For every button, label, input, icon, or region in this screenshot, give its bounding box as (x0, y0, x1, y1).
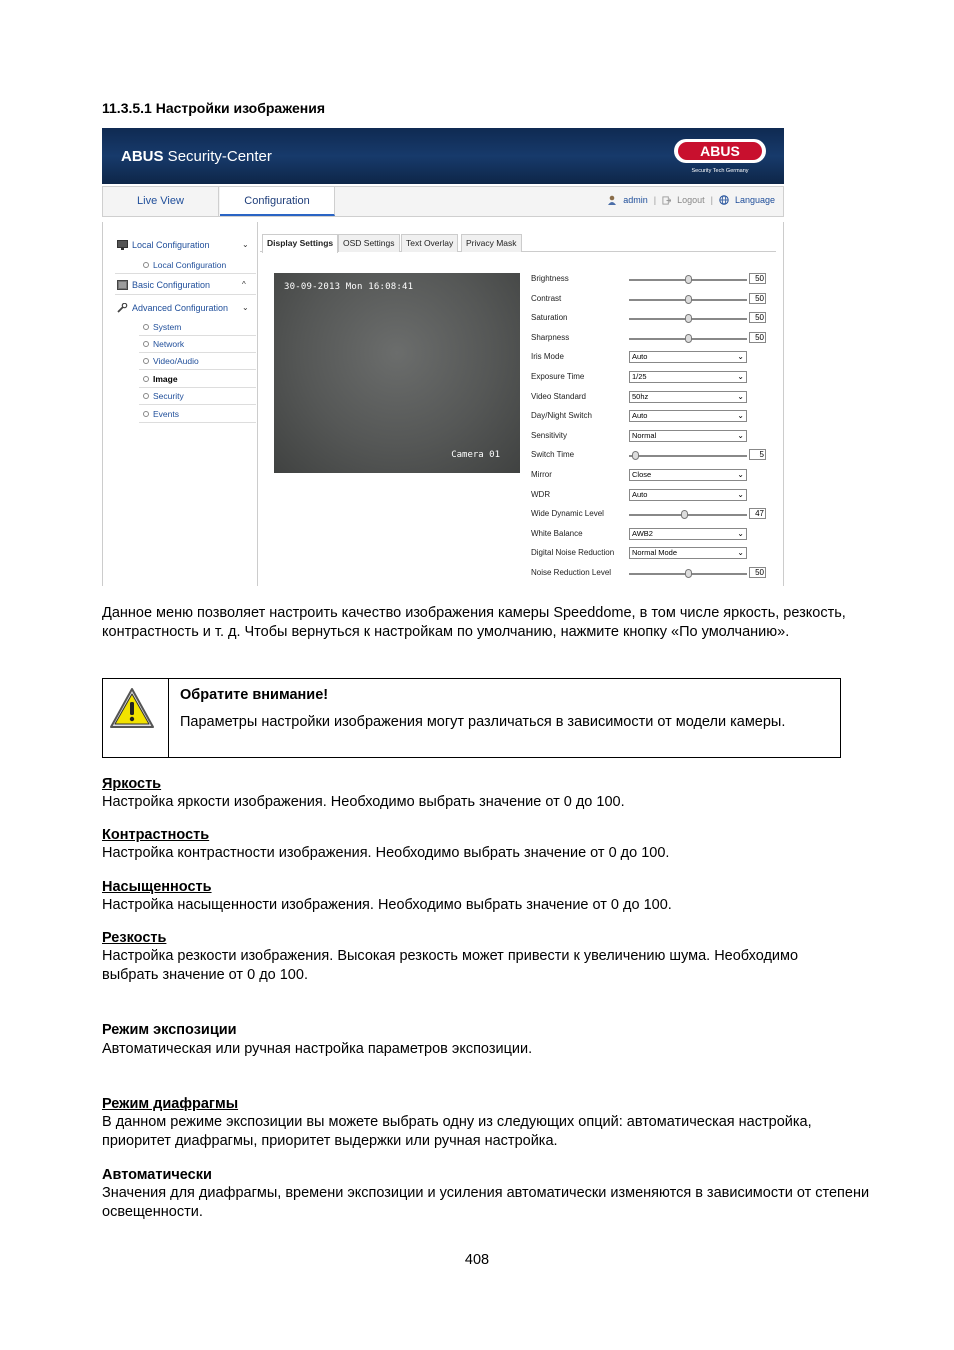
wrench-icon (117, 303, 128, 313)
separator: | (710, 195, 713, 205)
param-label: Exposure Time (531, 372, 585, 381)
param-row (531, 273, 771, 287)
app-title-rest: Security-Center (163, 148, 272, 165)
video-camera-label: Camera 01 (451, 450, 500, 460)
sidebar-group-label: Basic Configuration (132, 280, 211, 290)
slider-value-input[interactable]: 50 (749, 332, 766, 343)
param-label: Day/Night Switch (531, 411, 592, 421)
monitor-icon (117, 240, 128, 250)
dropdown-value: Close (632, 470, 652, 479)
divider (139, 369, 256, 370)
chevron-down-icon: ⌄ (737, 352, 744, 362)
sidebar-item-label: Image (153, 374, 178, 384)
config-content (260, 222, 784, 586)
sidebar-item-network[interactable] (143, 339, 184, 349)
param-row (531, 293, 771, 307)
param-row (531, 508, 771, 522)
slider-value-input[interactable]: 50 (749, 312, 766, 323)
param-label: Video Standard (531, 391, 587, 401)
saturation-heading: Насыщенность (102, 879, 212, 895)
saturation-text: Настройка насыщенности изображения. Необходимо выбрать значение от 0 до 100. (102, 897, 672, 913)
chevron-down-icon: ⌄ (737, 470, 744, 479)
auto-heading: Автоматически (102, 1167, 212, 1183)
param-row (531, 371, 771, 385)
contrast-heading: Контрастность (102, 827, 210, 843)
chevron-down-icon: ⌄ (737, 548, 744, 558)
param-label: White Balance (531, 528, 583, 538)
dropdown-select[interactable] (629, 371, 747, 383)
logout-icon (662, 196, 671, 205)
divider (139, 352, 256, 353)
live-video-preview (274, 273, 520, 473)
param-row (531, 332, 771, 346)
note-title: Обратите внимание! (180, 687, 329, 703)
chevron-down-icon: ⌄ (737, 372, 744, 381)
param-label: Iris Mode (531, 352, 564, 362)
abus-logo (670, 136, 770, 176)
chevron-up-icon: ^ (242, 280, 246, 289)
sidebar-item-image[interactable] (143, 374, 178, 384)
sidebar-item-security[interactable] (143, 391, 184, 401)
chevron-down-icon: ⌄ (242, 240, 249, 249)
bullet-icon (143, 262, 149, 268)
iris-heading: Режим диафрагмы (102, 1096, 239, 1112)
dropdown-value: 1/25 (632, 372, 647, 381)
chevron-down-icon: ⌄ (737, 391, 744, 401)
param-row (531, 547, 771, 561)
chevron-down-icon: ⌄ (737, 430, 744, 440)
tab-live-view[interactable]: Live View (103, 187, 219, 216)
divider (115, 294, 256, 295)
chevron-down-icon: ⌄ (737, 528, 744, 538)
param-row (531, 469, 771, 483)
note-icon-cell (103, 679, 169, 757)
note-text: Параметры настройки изображения могут различаться в зависимости от модели камеры. (180, 714, 786, 730)
dropdown-value: Normal (632, 430, 657, 440)
top-navbar (102, 186, 784, 217)
slider-track[interactable] (629, 514, 747, 516)
sidebar-group-label: Advanced Configuration (132, 303, 229, 313)
dropdown-value: Auto (632, 489, 648, 499)
tab-configuration[interactable]: Configuration (220, 187, 335, 216)
iris-text: В данном режиме экспозиции вы можете выбрать одну из следующих опций: автоматическая настройка, приоритет диафрагмы, приоритет выдержки или ручная настройка. (102, 1114, 812, 1149)
slider-handle[interactable] (632, 451, 639, 460)
bullet-icon (143, 324, 149, 330)
auto-text: Значения для диафрагмы, времени экспозиции и усиления автоматически изменяются в зависимости от степени освещенности. (102, 1185, 870, 1220)
param-row (531, 410, 771, 424)
dropdown-value: Auto (632, 352, 648, 362)
section-heading: 11.3.5.1 Настройки изображения (102, 100, 325, 116)
app-title-brand: ABUS (121, 148, 164, 165)
slider-handle[interactable] (681, 510, 688, 519)
tab-display-settings[interactable]: Display Settings (262, 234, 338, 253)
brightness-heading: Яркость (102, 776, 162, 792)
tab-privacy-mask[interactable]: Privacy Mask (461, 234, 522, 252)
param-label: Switch Time (531, 450, 575, 460)
app-banner (102, 128, 784, 184)
slider-handle[interactable] (685, 314, 692, 323)
intro-paragraph: Данное меню позволяет настроить качество изображения камеры Speeddome, в том числе яркость, резкость, контрастность и т. д. Чтобы вернуться к настройкам по умолчанию, нажмите кнопку «По умолчанию». (102, 605, 846, 640)
separator: | (653, 195, 657, 205)
settings-icon (117, 280, 128, 290)
dropdown-select[interactable] (629, 469, 747, 481)
slider-handle[interactable] (685, 295, 692, 304)
bullet-icon (143, 358, 149, 364)
param-label: Mirror (531, 470, 552, 479)
tab-osd-settings[interactable]: OSD Settings (338, 234, 400, 252)
sidebar-item-local-configuration[interactable] (143, 260, 226, 270)
sidebar-item-label: Security (153, 391, 184, 401)
divider (139, 404, 256, 405)
dropdown-value: 50hz (632, 391, 649, 401)
param-label: WDR (531, 489, 551, 499)
dropdown-value: Auto (632, 411, 648, 421)
slider-track[interactable] (629, 279, 747, 281)
config-sidebar (102, 222, 258, 586)
param-row (531, 449, 771, 463)
param-row (531, 351, 771, 365)
divider (139, 422, 256, 423)
bullet-icon (143, 341, 149, 347)
divider (115, 273, 256, 274)
chevron-down-icon: ⌄ (737, 411, 744, 421)
contrast-text: Настройка контрастности изображения. Необходимо выбрать значение от 0 до 100. (102, 845, 670, 861)
dropdown-value: Normal Mode (632, 548, 678, 558)
slider-value-input[interactable]: 50 (749, 567, 766, 578)
bullet-icon (143, 376, 149, 382)
param-label: Saturation (531, 313, 568, 323)
sidebar-item-label: Video/Audio (153, 356, 199, 366)
page-number: 408 (464, 1252, 490, 1268)
param-row (531, 391, 771, 405)
param-label: Sensitivity (531, 430, 568, 440)
slider-handle[interactable] (685, 275, 692, 284)
sharpness-heading: Резкость (102, 930, 167, 946)
logout-link[interactable]: Logout (677, 195, 705, 205)
language-link[interactable]: Language (734, 195, 775, 205)
sidebar-group-basic-configuration[interactable] (117, 280, 210, 290)
sidebar-item-label: System (153, 322, 182, 332)
abus-logo-tagline: Security Tech Germany (691, 168, 749, 174)
user-menu (607, 195, 775, 205)
dropdown-select[interactable] (629, 528, 747, 540)
sidebar-item-video-audio[interactable] (143, 356, 199, 366)
slider-track[interactable] (629, 455, 747, 457)
sidebar-item-system[interactable] (143, 322, 181, 332)
dropdown-value: AWB2 (632, 528, 653, 538)
sidebar-group-advanced-configuration[interactable] (117, 303, 228, 313)
app-screenshot (102, 128, 784, 586)
slider-track[interactable] (629, 573, 747, 575)
sharpness-text: Настройка резкости изображения. Высокая резкость может привести к увеличению шума. Необходимо выбрать значение от 0 до 100. (102, 948, 799, 983)
note-box (102, 678, 841, 758)
tab-text-overlay[interactable]: Text Overlay (401, 234, 458, 252)
slider-value-input[interactable]: 47 (749, 508, 766, 519)
chevron-down-icon: ⌄ (737, 489, 744, 499)
subtab-bar (260, 234, 776, 252)
param-row (531, 489, 771, 503)
param-row (531, 312, 771, 326)
param-row (531, 430, 771, 444)
user-icon (607, 195, 617, 205)
slider-track[interactable] (629, 338, 747, 340)
param-label: Contrast (531, 293, 562, 303)
slider-track[interactable] (629, 318, 747, 320)
param-label: Brightness (531, 274, 569, 283)
param-label: Digital Noise Reduction (531, 548, 615, 558)
param-label: Wide Dynamic Level (531, 509, 604, 519)
warning-icon (109, 687, 155, 729)
bullet-icon (143, 411, 149, 417)
sidebar-group-label: Local Configuration (132, 240, 210, 250)
globe-icon (719, 195, 729, 205)
sidebar-group-local-configuration[interactable] (117, 240, 210, 250)
slider-value-input[interactable]: 50 (749, 293, 766, 304)
slider-value-input[interactable]: 5 (749, 449, 766, 460)
bullet-icon (143, 393, 149, 399)
abus-logo-text: ABUS (700, 143, 740, 159)
user-name[interactable]: admin (623, 195, 648, 205)
dropdown-select[interactable] (629, 351, 747, 363)
param-row (531, 528, 771, 542)
exposure-text: Автоматическая или ручная настройка параметров экспозиции. (102, 1041, 533, 1057)
param-label: Sharpness (531, 332, 570, 342)
slider-handle[interactable] (685, 569, 692, 578)
sidebar-item-label: Network (153, 339, 185, 349)
app-title (121, 148, 272, 165)
divider (139, 335, 256, 336)
dropdown-select[interactable] (629, 410, 747, 422)
dropdown-select[interactable] (629, 391, 747, 403)
slider-value-input[interactable]: 50 (749, 273, 766, 284)
dropdown-select[interactable] (629, 547, 747, 559)
slider-handle[interactable] (685, 334, 692, 343)
param-label: Noise Reduction Level (531, 568, 612, 577)
divider (139, 387, 256, 388)
brightness-text: Настройка яркости изображения. Необходимо выбрать значение от 0 до 100. (102, 794, 625, 810)
param-row (531, 567, 771, 581)
sidebar-item-label: Local Configuration (153, 260, 227, 270)
sidebar-item-label: Events (153, 409, 179, 419)
video-timestamp: 30-09-2013 Mon 16:08:41 (284, 282, 414, 292)
slider-track[interactable] (629, 299, 747, 301)
dropdown-select[interactable] (629, 430, 747, 442)
sidebar-item-events[interactable] (143, 409, 179, 419)
dropdown-select[interactable] (629, 489, 747, 501)
exposure-heading: Режим экспозиции (102, 1022, 237, 1038)
chevron-down-icon: ⌄ (242, 303, 249, 312)
